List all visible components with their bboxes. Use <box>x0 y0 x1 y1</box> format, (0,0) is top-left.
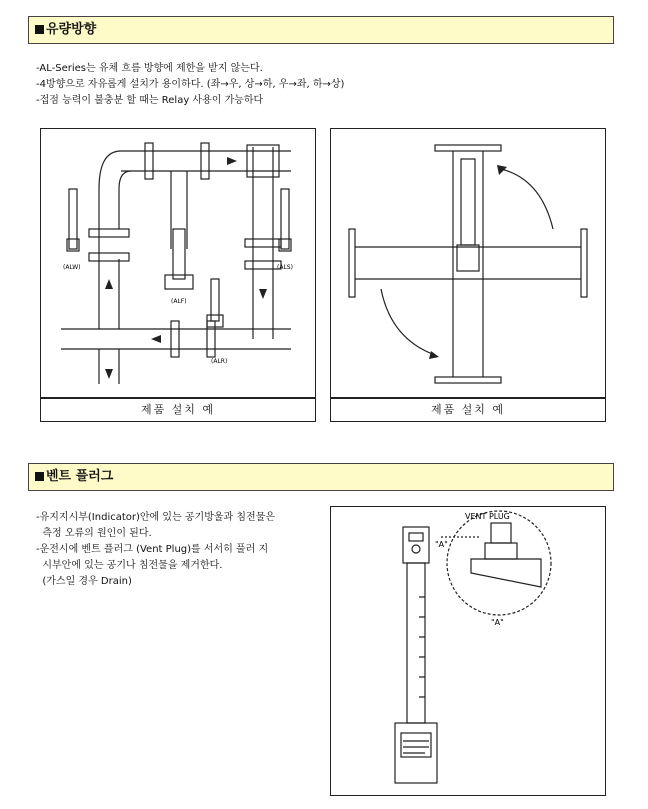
section-title: 벤트 플러그 <box>46 469 114 484</box>
vent-plug-notes <box>36 510 275 590</box>
label-alw: (ALW) <box>63 264 81 271</box>
note-line: -접점 능력이 불충분 할 때는 Relay 사용이 가능하다 <box>36 95 264 106</box>
cross-pipe-drawing <box>331 129 605 397</box>
note-line: -4방향으로 자유롭게 설치가 용이하다. (좌→우, 상→하, 우→좌, 하→상) <box>36 79 345 90</box>
figure-caption-left: 제품 설치 예 <box>40 398 316 422</box>
installation-diagram-left <box>40 128 316 398</box>
note-line: (가스일 경우 Drain) <box>36 576 132 587</box>
note-line: -유지지시부(Indicator)안에 있는 공기방울과 침전물은 <box>36 512 276 523</box>
piping-drawing <box>41 129 315 397</box>
note-line: 측정 오류의 원인이 된다. <box>36 528 152 539</box>
vent-plug-diagram <box>330 506 606 796</box>
square-bullet-icon <box>35 472 44 481</box>
label-alr: (ALR) <box>211 358 228 365</box>
flow-direction-notes <box>36 61 344 109</box>
figure-caption-right: 제품 설치 예 <box>330 398 606 422</box>
label-als: (ALS) <box>277 264 293 271</box>
section-title: 유량방향 <box>46 22 97 37</box>
note-line: -AL-Series는 유체 흐름 방향에 제한을 받지 않는다. <box>36 63 263 74</box>
detail-a-label: "A" <box>491 618 504 627</box>
note-line: 시부안에 있는 공기나 침전물을 제거한다. <box>36 560 223 571</box>
detail-a-label: "A" <box>435 540 448 549</box>
vent-plug-label: VENT PLUG <box>465 512 510 521</box>
square-bullet-icon <box>35 25 44 34</box>
label-alf: (ALF) <box>171 298 187 305</box>
note-line: -운전시에 벤트 플러그 (Vent Plug)를 서서히 풀러 지 <box>36 544 269 555</box>
section-header-vent-plug <box>28 463 614 491</box>
installation-diagram-right <box>330 128 606 398</box>
vent-plug-drawing <box>331 507 605 795</box>
section-header-flow-direction <box>28 16 614 44</box>
